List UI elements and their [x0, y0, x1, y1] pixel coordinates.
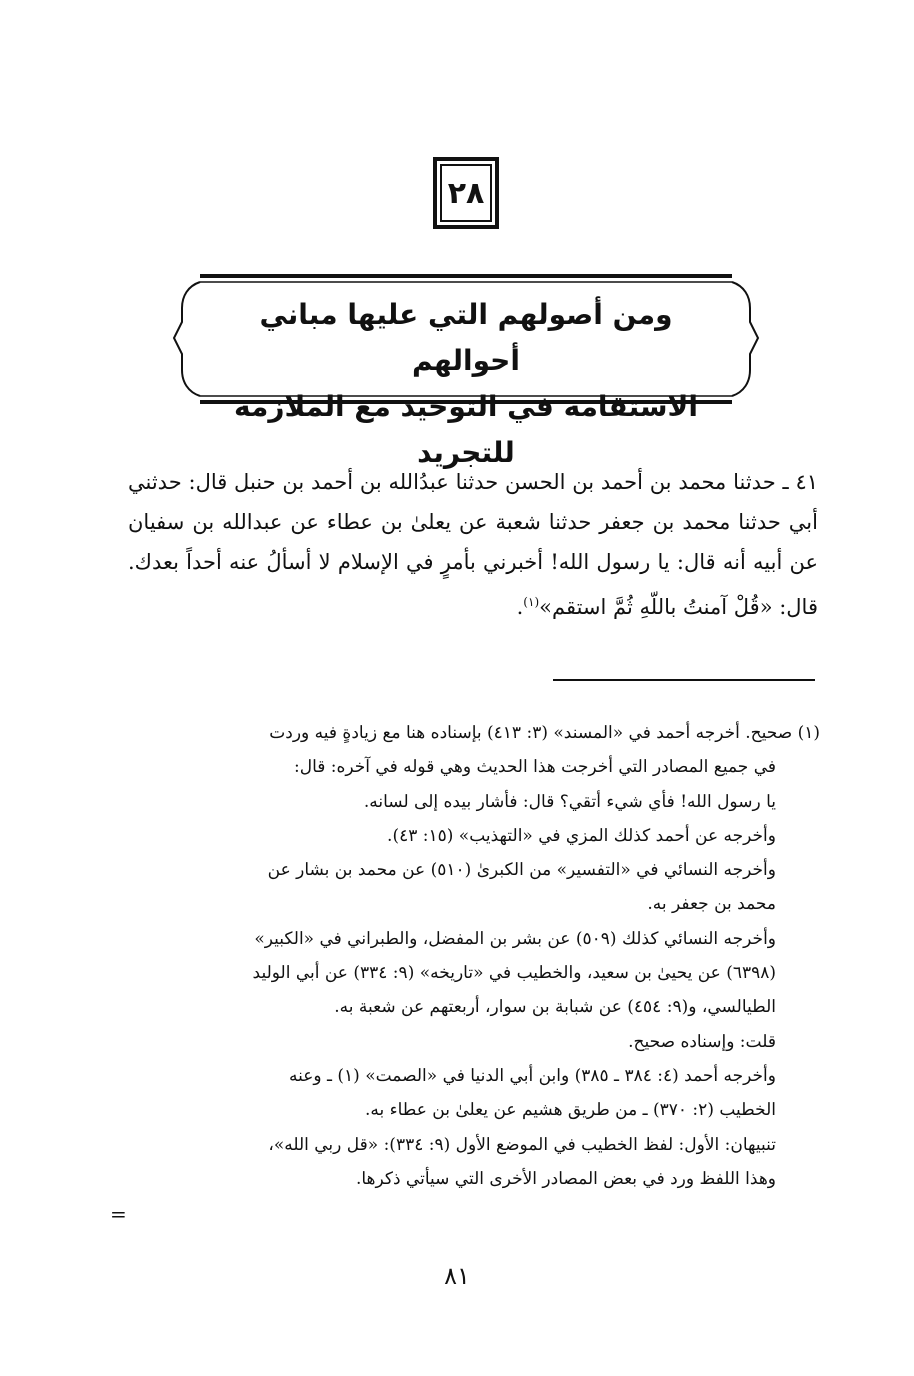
page-number: ٨١ [444, 1262, 470, 1290]
chapter-number: ٢٨ [447, 175, 485, 211]
title-line-1: ومن أصولهم التي عليها مباني أحوالهم [259, 298, 673, 377]
footnote-separator [553, 679, 815, 681]
continuation-mark: = [110, 1202, 127, 1226]
footnote-line: (١) صحيح. أخرجه أحمد في «المسند» (٣: ٤١٣) بإسناده هنا مع زيادةٍ فيه وردت [269, 723, 820, 743]
footnote-line: محمد بن جعفر به. [647, 894, 776, 915]
footnote-line: وأخرجه النسائي في «التفسير» من الكبرىٰ (٥١٠) عن محمد بن بشار عن [267, 860, 776, 881]
hadith-end: . [516, 595, 524, 619]
hadith-text [128, 462, 818, 627]
footnote-line: الخطيب (٢: ٣٧٠) ـ من طريق هشيم عن يعلىٰ بن عطاء به. [364, 1100, 776, 1121]
hadith-body: ٤١ ـ حدثنا محمد بن أحمد بن الحسن حدثنا عبدُالله بن أحمد بن حنبل قال: حدثني أبي حدثنا محمد بن جعفر حدثنا شعبة عن يعلىٰ بن عطاء عن عبدالله بن سفيان عن أبيه أنه قال: يا رسول الله! أخبرني بأمرٍ في الإسلام لا أسألُ عنه أحداً بعدك. قال: «قُلْ آمنتُ باللّهِ ثُمَّ استقم» [128, 470, 818, 619]
footnote-line: وأخرجه أحمد (٤: ٣٨٤ ـ ٣٨٥) وابن أبي الدنيا في «الصمت» (١) ـ وعنه [289, 1065, 776, 1086]
footnote-line: قلت: وإسناده صحيح. [628, 1031, 776, 1052]
footnote-line: وأخرجه عن أحمد كذلك المزي في «التهذيب» (١٥: ٤٣). [387, 825, 776, 846]
chapter-number-box [433, 157, 499, 229]
footnote-line: (٦٣٩٨) عن يحيىٰ بن سعيد، والخطيب في «تاريخه» (٩: ٣٣٤) عن أبي الوليد [252, 963, 776, 984]
footnote-line: وأخرجه النسائي كذلك (٥٠٩) عن بشر بن المفضل، والطبراني في «الكبير» [254, 928, 776, 949]
footnote-line: الطيالسي، و(٩: ٤٥٤) عن شبابة بن سوار، أربعتهم عن شعبة به. [334, 997, 776, 1018]
footnotes [130, 716, 820, 1196]
title-line-2: الاستقامة في التوحيد مع الملازمة للتجريد [234, 390, 698, 469]
footnote-line: وهذا اللفظ ورد في بعض المصادر الأخرى التي سيأتي ذكرها. [355, 1168, 776, 1189]
footnote-line: تنبيهان: الأول: لفظ الخطيب في الموضع الأول (٩: ٣٣٤): «قل ربي الله»، [268, 1134, 776, 1155]
footnote-reference: (١) [523, 595, 540, 609]
footnote-line: في جميع المصادر التي أخرجت هذا الحديث وهي قوله في آخره: قال: [293, 757, 776, 778]
chapter-title-frame [170, 272, 762, 469]
footnote-line: يا رسول الله! فأي شيء أتقي؟ قال: فأشار بيده إلى لسانه. [363, 791, 776, 812]
